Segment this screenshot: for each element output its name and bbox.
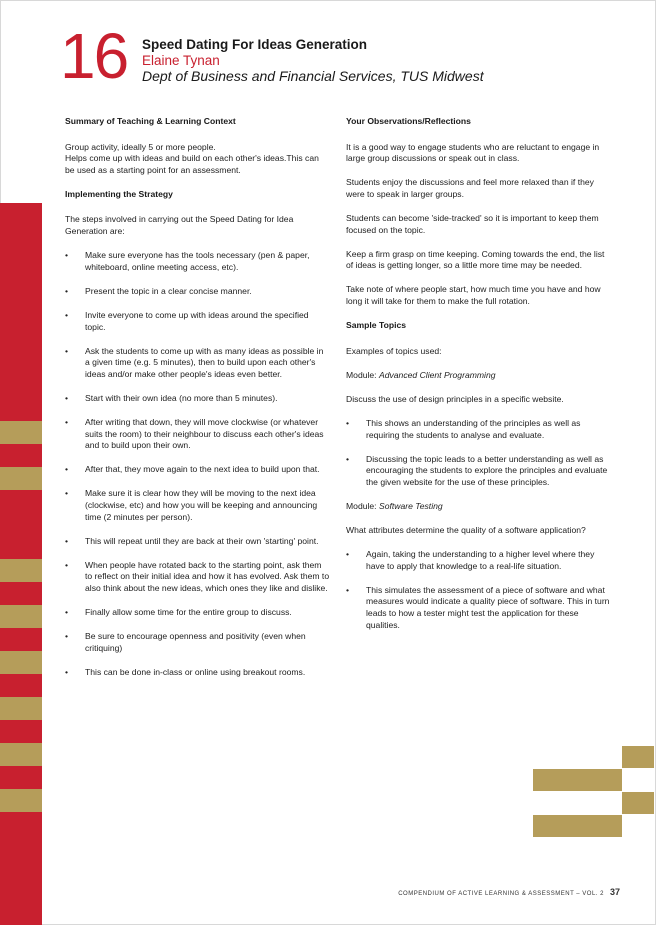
list-item: • Discussing the topic leads to a better understanding as well as encouraging the students to explore the principles and evaluate the given website for the use of these principles.	[346, 454, 611, 489]
list-item: • Present the topic in a clear concise manner.	[65, 286, 330, 298]
summary-line-1: Group activity, ideally 5 or more people.	[65, 141, 216, 152]
steps-intro: The steps involved in carrying out the Speed Dating for Idea Generation are:	[65, 214, 294, 237]
module-line-2	[346, 501, 611, 513]
module-label: Module:	[346, 369, 379, 380]
list-item: • Finally allow some time for the entire group to discuss.	[65, 607, 330, 619]
chapter-number: 16	[60, 20, 128, 92]
strip-block	[0, 743, 42, 766]
observation-2: Students enjoy the discussions and feel more relaxed than if they were to speak in larger groups.	[346, 177, 594, 199]
list-item: • Ask the students to come up with as many ideas as possible in a given time (e.g. 5 minutes), then to build upon each other's ideas and/or make other people's ideas even better.	[65, 346, 330, 381]
list-item: • Make sure everyone has the tools necessary (pen & paper, whiteboard, online meeting access, etc).	[65, 250, 330, 273]
list-item: • Make sure it is clear how they will be moving to the next idea (clockwise, etc) and how you will be keeping and announcing time (2 minutes per person).	[65, 488, 330, 523]
right-column	[346, 116, 611, 644]
module-name-2: Software Testing	[378, 500, 443, 511]
decorative-block	[533, 769, 622, 791]
list-item: • Be sure to encourage openness and positivity (even when critiquing)	[65, 631, 330, 654]
strip-block	[0, 789, 42, 812]
observation-3: Students can become 'side-tracked' so it is important to keep them focused on the topic.	[346, 212, 599, 235]
footer-text: COMPENDIUM OF ACTIVE LEARNING & ASSESSMENT – VOL. 2	[398, 891, 604, 897]
section-heading-sample-topics: Sample Topics	[346, 320, 407, 331]
summary-line-2: Helps come up with ideas and build on each other's ideas.This can be used as a starting point for an assessment.	[65, 153, 319, 175]
decorative-block	[533, 815, 622, 837]
list-item: • After writing that down, they will move clockwise (or whatever suits the room) to their neighbour to discuss each other's ideas and to build upon their own.	[65, 417, 330, 452]
module-label: Module:	[346, 500, 379, 511]
author-name: Elaine Tynan	[142, 53, 220, 68]
observation-1: It is a good way to engage students who are reluctant to engage in large group discussions or speak out in class.	[346, 141, 600, 164]
module-name-1: Advanced Client Programming	[378, 369, 496, 380]
list-item: • Again, taking the understanding to a higher level where they have to apply that knowledge to a real-life situation.	[346, 549, 611, 572]
list-item: • Start with their own idea (no more than 5 minutes).	[65, 393, 330, 405]
topic-2-list	[346, 549, 611, 631]
list-item: • Invite everyone to come up with ideas around the specified topic.	[65, 310, 330, 333]
topic-2-text: What attributes determine the quality of a software application?	[346, 524, 586, 535]
topics-intro: Examples of topics used:	[346, 345, 442, 356]
section-heading-implementing: Implementing the Strategy	[65, 188, 173, 199]
department: Dept of Business and Financial Services, TUS Midwest	[142, 68, 484, 84]
decorative-block	[622, 792, 654, 814]
strip-block	[0, 467, 42, 490]
strip-block	[0, 605, 42, 628]
strip-block	[0, 421, 42, 444]
decorative-side-strip	[0, 203, 42, 925]
list-item: • After that, they move again to the next idea to build upon that.	[65, 464, 330, 476]
topic-1-list	[346, 418, 611, 488]
list-item: • This simulates the assessment of a piece of software and what measures would indicate a quality piece of software. This in turn leads to how a tester might test the application for these qualities.	[346, 585, 611, 631]
strip-block	[0, 697, 42, 720]
observation-4: Keep a firm grasp on time keeping. Coming towards the end, the list of ideas is getting longer, so a little more time may be needed.	[346, 248, 605, 271]
strip-block	[0, 559, 42, 582]
section-heading-observations: Your Observations/Reflections	[346, 116, 471, 126]
topic-1-text: Discuss the use of design principles in a specific website.	[346, 393, 564, 404]
list-item: • This can be done in-class or online using breakout rooms.	[65, 667, 330, 679]
steps-list	[65, 250, 330, 678]
decorative-block	[622, 746, 654, 768]
observation-5: Take note of where people start, how much time you have and how long it will take for them to make the full rotation.	[346, 284, 601, 306]
page-title: Speed Dating For Ideas Generation	[142, 37, 368, 52]
list-item: • When people have rotated back to the starting point, ask them to reflect on their initial idea and how it has evolved. Ask them to also think about the new ideas, which ones they like and dislike.	[65, 560, 330, 595]
module-line-1	[346, 370, 611, 382]
page-number: 37	[609, 887, 620, 897]
strip-block	[0, 651, 42, 674]
list-item: • This shows an understanding of the principles as well as requiring the students to analyse and evaluate.	[346, 418, 611, 441]
page-footer	[398, 887, 620, 897]
section-heading-summary: Summary of Teaching & Learning Context	[65, 116, 236, 126]
list-item: • This will repeat until they are back at their own 'starting' point.	[65, 536, 330, 548]
left-column	[65, 116, 330, 691]
